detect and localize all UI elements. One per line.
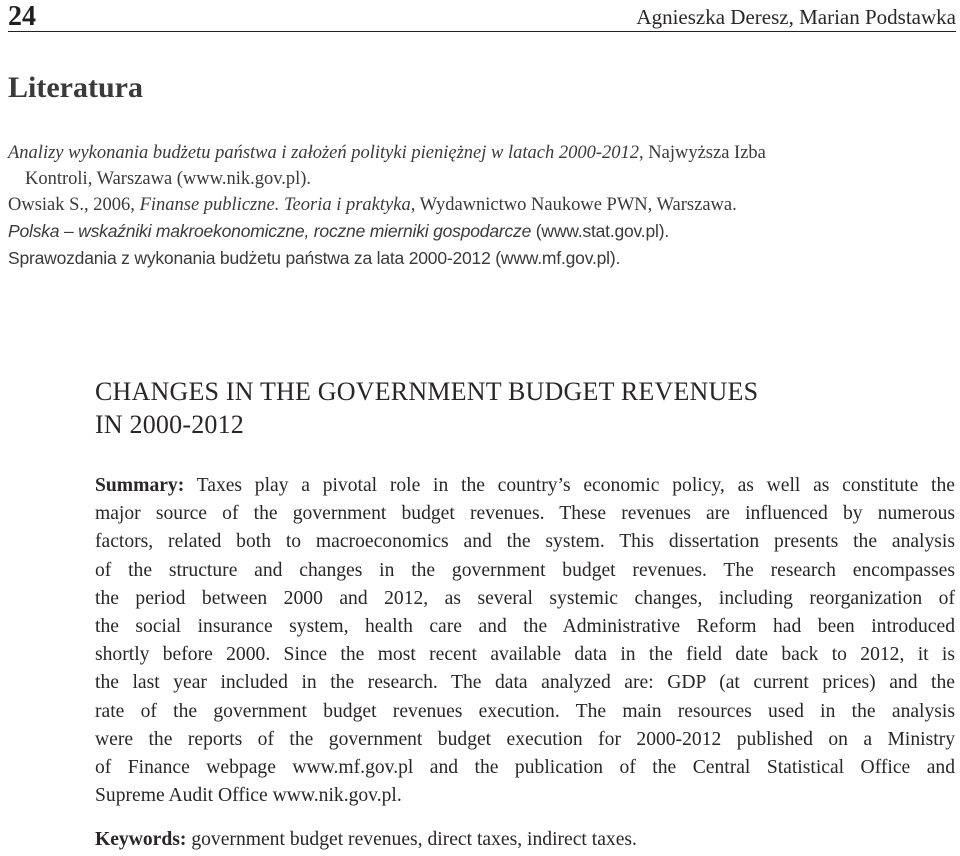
summary-line: shortly before 2000. Since the most recent available data in the field date back to 2012, it is [95,644,955,666]
summary-text: Taxes play a pivotal role in the country’s economic policy, as well as constitute the [184,475,955,496]
reference-item [8,140,958,166]
english-title-line-2: IN 2000-2012 [95,410,244,439]
running-header-authors: Agnieszka Deresz, Marian Podstawka [636,5,956,29]
reference-title: Analizy wykonania budżetu państwa i założeń polityki pieniężnej w latach 2000-2012 [8,143,639,163]
summary-line: the period between 2000 and 2012, as several systemic changes, including reorganization of [95,587,955,609]
summary-line: were the reports of the government budget execution for 2000-2012 published on a Ministry [95,728,955,750]
summary-paragraph [95,472,955,810]
reference-details: (www.stat.gov.pl). [531,221,669,241]
summary-line [95,472,955,500]
reference-author: Owsiak S., 2006, [8,195,140,215]
summary-line: Supreme Audit Office www.nik.gov.pl. [95,785,402,807]
reference-details: , Najwyższa Izba [639,143,766,163]
summary-line: rate of the government budget revenues execution. The main resources used in the analysis [95,700,955,722]
summary-line: major source of the government budget revenues. These revenues are influenced by numerous [95,503,955,525]
summary-line: of Finance webpage www.mf.gov.pl and the publication of the Central Statistical Office and [95,757,955,779]
reference-item [8,218,958,245]
summary-line: the social insurance system, health care and the Administrative Reform had been introduced [95,616,955,638]
summary-line: the last year included in the research. The data analyzed are: GDP (at current prices) and the [95,672,955,694]
summary-line: of the structure and changes in the government budget revenues. The research encompasses [95,559,955,581]
summary-line: factors, related both to macroeconomics and the system. This dissertation presents the analysis [95,531,955,553]
english-title-line-1: CHANGES IN THE GOVERNMENT BUDGET REVENUES [95,377,759,406]
literature-heading: Literatura [8,71,143,104]
keywords-line [95,826,955,854]
reference-list [8,140,958,271]
reference-item [8,192,958,218]
keywords-text: government budget revenues, direct taxes, indirect taxes. [186,829,637,850]
reference-item-continuation: Kontroli, Warszawa (www.nik.gov.pl). [25,169,312,189]
reference-title: Polska – wskaźniki makroekonomiczne, roczne mierniki gospodarcze [8,221,532,241]
page-number: 24 [8,1,36,32]
header-divider [8,31,956,32]
reference-details: , Wydawnictwo Naukowe PWN, Warszawa. [410,195,737,215]
reference-title: Finanse publiczne. Teoria i praktyka [139,195,411,215]
reference-item: Sprawozdania z wykonania budżetu państwa za lata 2000-2012 (www.mf.gov.pl). [8,248,621,268]
summary-label: Summary: [95,475,185,496]
english-title [95,375,915,441]
keywords-label: Keywords: [95,829,187,850]
